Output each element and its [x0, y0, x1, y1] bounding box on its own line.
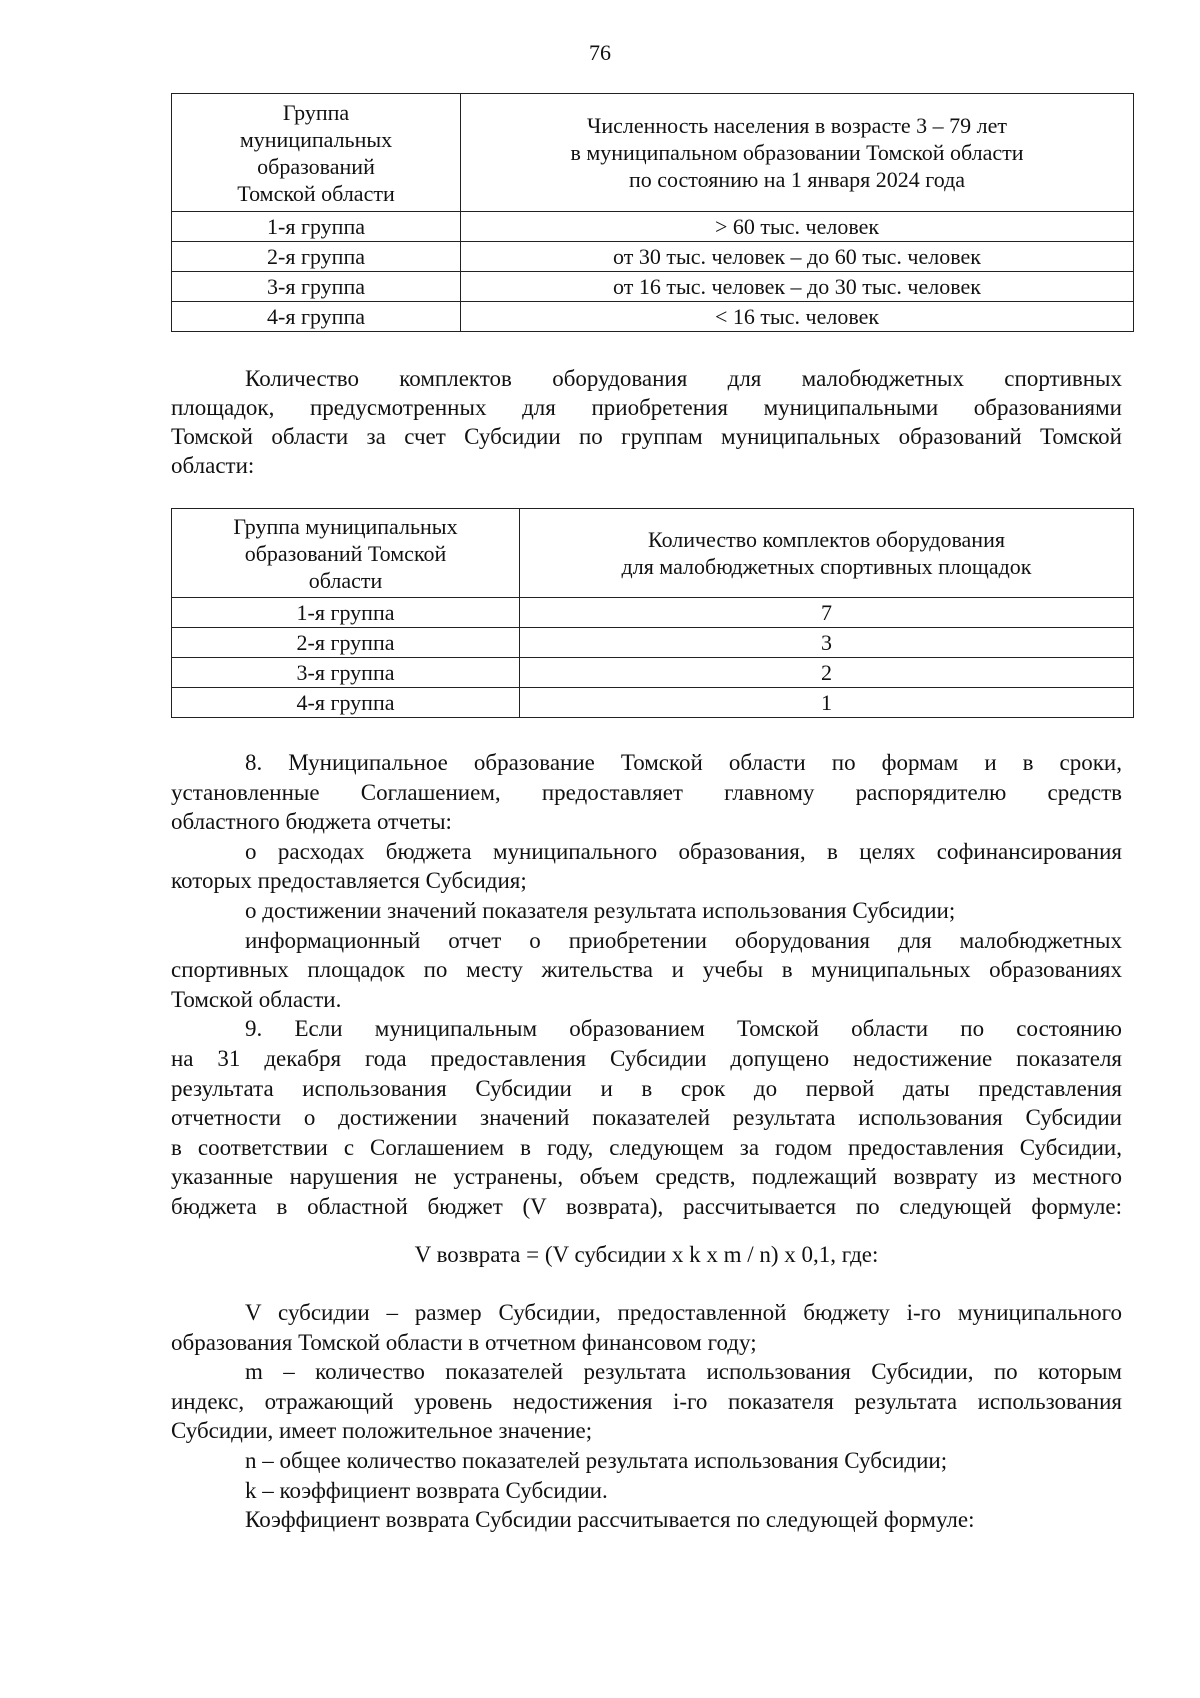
group-cell: 3-я группа [172, 658, 520, 688]
text-line: области: [171, 453, 255, 478]
text-line: информационный отчет о приобретении оборудования для малобюджетных [245, 927, 1122, 953]
header-line: образований Томской [244, 540, 447, 566]
population-groups-table [171, 93, 1134, 332]
text-line: спортивных площадок по месту жительства и учебы в муниципальных образованиях [171, 957, 1122, 983]
table-row [172, 212, 1134, 242]
text-line: в соответствии с Соглашением в году, следующем за годом предоставления Субсидии, [171, 1134, 1122, 1160]
group-cell: 4-я группа [172, 302, 461, 332]
header-line: Количество комплектов оборудования [648, 527, 1005, 552]
header-line: по состоянию на 1 января 2024 года [628, 167, 966, 192]
page-number: 76 [589, 40, 611, 65]
text-line: о расходах бюджета муниципального образования, в целях софинансирования [245, 838, 1122, 864]
text-line: m – количество показателей результата использования Субсидии, по которым [245, 1359, 1122, 1385]
table-row [172, 628, 1134, 658]
text-line: Количество комплектов оборудования для малобюджетных спортивных [245, 366, 1122, 391]
text-line: образования Томской области в отчетном финансовом году; [171, 1329, 757, 1355]
sets-cell: 1 [520, 688, 1134, 718]
text-line: указанные нарушения не устранены, объем средств, подлежащий возврату из местного [171, 1164, 1122, 1190]
text-line: Субсидии, имеет положительное значение; [171, 1418, 593, 1444]
text-line: индекс, отражающий уровень недостижения i-го показателя результата использования [171, 1388, 1122, 1414]
header-cell-group [172, 94, 461, 212]
table-row [172, 598, 1134, 628]
header-line: муниципальных [239, 126, 393, 152]
group-cell: 1-я группа [172, 598, 520, 628]
text-line: на 31 декабря года предоставления Субсидии допущено недостижение показателя [171, 1046, 1122, 1071]
text-line: n – общее количество показателей результата использования Субсидии; [245, 1448, 948, 1473]
header-line: Численность населения в возрасте 3 – 79 лет [587, 113, 1007, 138]
header-cell-population [461, 94, 1134, 212]
header-line: Группа [282, 99, 350, 125]
header-line: Группа муниципальных [233, 513, 458, 539]
sets-cell: 7 [520, 598, 1134, 628]
equipment-sets-table [171, 508, 1134, 718]
text-line: областного бюджета отчеты: [171, 809, 452, 835]
group-cell: 3-я группа [172, 272, 461, 302]
text-line: площадок, предусмотренных для приобретения муниципальными образованиями [171, 395, 1122, 420]
text-line: отчетности о достижении значений показателей результата использования Субсидии [171, 1105, 1122, 1131]
group-cell: 2-я группа [172, 628, 520, 658]
population-cell: < 16 тыс. человек [461, 302, 1134, 332]
population-cell: от 30 тыс. человек – до 60 тыс. человек [461, 242, 1134, 272]
text-line: Коэффициент возврата Субсидии рассчитывается по следующей формуле: [245, 1507, 975, 1533]
header-line: области [308, 567, 383, 593]
text-line: о достижении значений показателя результата использования Субсидии; [245, 898, 956, 923]
text-line: установленные Соглашением, предоставляет главному распорядителю средств [171, 779, 1122, 805]
table-row [172, 302, 1134, 332]
table-row [172, 658, 1134, 688]
text-line: 8. Муниципальное образование Томской области по формам и в сроки, [245, 750, 1122, 775]
text-line: Томской области за счет Субсидии по группам муниципальных образований Томской [171, 424, 1122, 449]
group-cell: 1-я группа [172, 212, 461, 242]
formula: V возврата = (V субсидии x k x m / n) x 0,1, где: [414, 1242, 879, 1267]
text-line: Томской области. [171, 986, 342, 1012]
text-line: 9. Если муниципальным образованием Томской области по состоянию [245, 1016, 1122, 1042]
text-line: которых предоставляется Субсидия; [171, 868, 527, 894]
text-line: V субсидии – размер Субсидии, предоставленной бюджету i-го муниципального [245, 1300, 1122, 1325]
text-line: результата использования Субсидии и в срок до первой даты представления [171, 1075, 1122, 1101]
header-line: для малобюджетных спортивных площадок [621, 554, 1032, 579]
table-header-row [172, 509, 1134, 598]
sets-cell: 2 [520, 658, 1134, 688]
header-cell-group [172, 509, 520, 598]
population-cell: > 60 тыс. человек [461, 212, 1134, 242]
group-cell: 2-я группа [172, 242, 461, 272]
table-header-row [172, 94, 1134, 212]
group-cell: 4-я группа [172, 688, 520, 718]
table-row [172, 688, 1134, 718]
header-line: в муниципальном образовании Томской области [570, 140, 1024, 165]
header-line: Томской области [237, 180, 395, 206]
table-row [172, 242, 1134, 272]
header-line: образований [257, 153, 375, 179]
population-cell: от 16 тыс. человек – до 30 тыс. человек [461, 272, 1134, 302]
sets-cell: 3 [520, 628, 1134, 658]
text-line: бюджета в областной бюджет (V возврата), рассчитывается по следующей формуле: [171, 1194, 1122, 1219]
table-row [172, 272, 1134, 302]
text-line: k – коэффициент возврата Субсидии. [245, 1477, 608, 1503]
header-cell-sets [520, 509, 1134, 598]
